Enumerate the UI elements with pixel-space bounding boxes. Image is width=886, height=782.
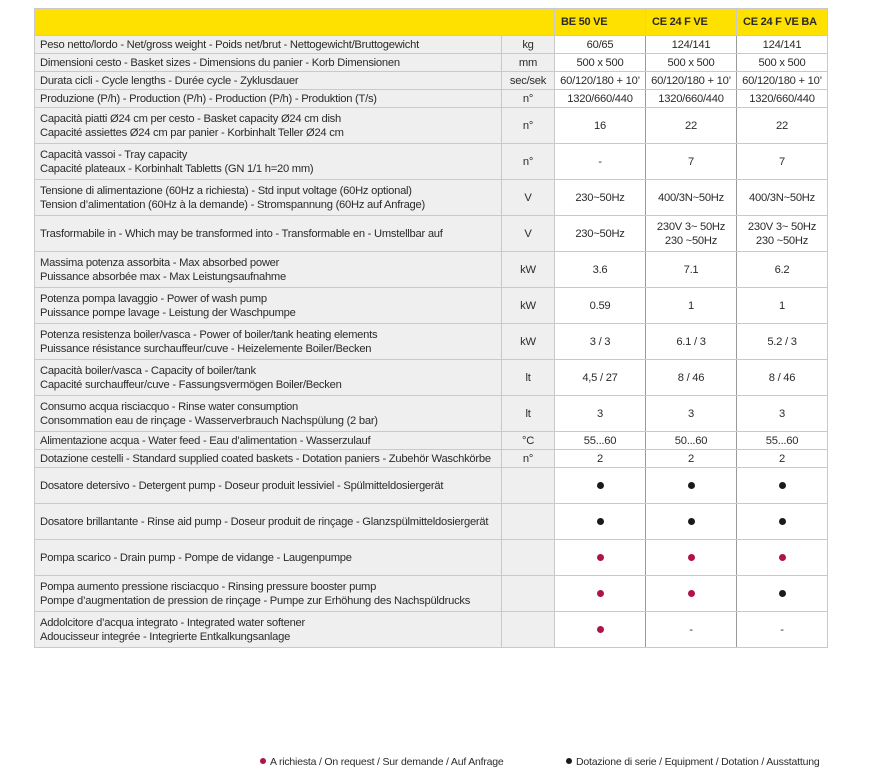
description-line: Capacité plateaux - Korbinhalt Tabletts (GN 1/1 h=20 mm)	[40, 162, 314, 175]
row-description	[35, 108, 502, 144]
table-row	[35, 396, 828, 432]
table-row	[35, 108, 828, 144]
request-dot-icon	[597, 590, 604, 597]
row-unit: V	[502, 180, 555, 216]
description-line: Capacità vassoi - Tray capacity	[40, 148, 188, 161]
value-cell: 4,5 / 27	[555, 360, 646, 396]
value-cell: 400/3N~50Hz	[646, 180, 737, 216]
description-line: Pompa scarico - Drain pump - Pompe de vidange - Laugenpumpe	[40, 551, 352, 564]
standard-equipment-cell	[555, 504, 646, 540]
request-dot-icon	[260, 758, 266, 764]
standard-equipment-cell	[555, 468, 646, 504]
row-description	[35, 540, 502, 576]
row-description	[35, 288, 502, 324]
table-row	[35, 144, 828, 180]
value-cell: 0.59	[555, 288, 646, 324]
row-description	[35, 324, 502, 360]
value-cell: 1	[646, 288, 737, 324]
row-unit: sec/sek	[502, 72, 555, 90]
row-unit: kg	[502, 36, 555, 54]
value-cell: 6.2	[737, 252, 828, 288]
on-request-cell	[555, 576, 646, 612]
request-dot-icon	[688, 590, 695, 597]
value-cell: 2	[555, 450, 646, 468]
legend-on-request	[260, 756, 504, 768]
description-line: Addolcitore d’acqua integrato - Integrated water softener	[40, 616, 305, 629]
row-description	[35, 450, 502, 468]
value-cell: 2	[646, 450, 737, 468]
standard-equipment-cell	[737, 576, 828, 612]
row-description	[35, 612, 502, 648]
value-cell: 8 / 46	[737, 360, 828, 396]
description-line: Durata cicli - Cycle lengths - Durée cycle - Zyklusdauer	[40, 74, 299, 87]
on-request-cell	[646, 576, 737, 612]
description-line: Massima potenza assorbita - Max absorbed power	[40, 256, 280, 269]
value-cell: 124/141	[646, 36, 737, 54]
description-line: Capacità boiler/vasca - Capacity of boiler/tank	[40, 364, 256, 377]
value-cell: 16	[555, 108, 646, 144]
table-row	[35, 180, 828, 216]
value-cell: 50...60	[646, 432, 737, 450]
value-cell: 3.6	[555, 252, 646, 288]
standard-dot-icon	[566, 758, 572, 764]
value-cell: 60/120/180 + 10’	[737, 72, 828, 90]
row-description	[35, 360, 502, 396]
row-description	[35, 54, 502, 72]
header-row	[35, 9, 828, 36]
request-dot-icon	[597, 554, 604, 561]
table-row	[35, 576, 828, 612]
value-cell: 230~50Hz	[555, 216, 646, 252]
row-description	[35, 576, 502, 612]
table-row	[35, 288, 828, 324]
value-cell: 2	[737, 450, 828, 468]
value-line: 230V 3~ 50Hz	[747, 220, 817, 233]
value-cell: 3 / 3	[555, 324, 646, 360]
row-description	[35, 216, 502, 252]
row-description	[35, 504, 502, 540]
row-description	[35, 468, 502, 504]
value-line: 230 ~50Hz	[755, 234, 809, 247]
value-cell: 500 x 500	[646, 54, 737, 72]
model-header-ce24fve: CE 24 F VE	[646, 9, 737, 36]
description-line: Puissance absorbée max - Max Leistungsaufnahme	[40, 270, 286, 283]
description-line: Pompa aumento pressione risciacquo - Rinsing pressure booster pump	[40, 580, 377, 593]
header-corner	[35, 9, 555, 36]
row-unit: mm	[502, 54, 555, 72]
on-request-cell	[737, 540, 828, 576]
standard-equipment-cell	[737, 468, 828, 504]
table-row	[35, 36, 828, 54]
standard-equipment-cell	[646, 468, 737, 504]
on-request-cell	[555, 612, 646, 648]
description-line: Capacité surchauffeur/cuve - Fassungsvermögen Boiler/Becken	[40, 378, 342, 391]
standard-dot-icon	[779, 518, 786, 525]
value-cell: 55...60	[555, 432, 646, 450]
row-description	[35, 252, 502, 288]
description-line: Dosatore detersivo - Detergent pump - Doseur produit lessiviel - Spülmitteldosiergerät	[40, 479, 444, 492]
row-unit: kW	[502, 324, 555, 360]
value-cell: 6.1 / 3	[646, 324, 737, 360]
value-cell: 22	[646, 108, 737, 144]
description-line: Consumo acqua risciacquo - Rinse water consumption	[40, 400, 298, 413]
description-line: Dosatore brillantante - Rinse aid pump - Doseur produit de rinçage - Glanzspülmitteldosiergerät	[40, 515, 489, 528]
row-unit	[502, 468, 555, 504]
value-cell: 5.2 / 3	[737, 324, 828, 360]
row-unit	[502, 504, 555, 540]
table-row	[35, 540, 828, 576]
value-cell: 124/141	[737, 36, 828, 54]
description-line: Potenza resistenza boiler/vasca - Power of boiler/tank heating elements	[40, 328, 378, 341]
row-unit: n°	[502, 450, 555, 468]
value-cell: 500 x 500	[555, 54, 646, 72]
model-header-be50ve: BE 50 VE	[555, 9, 646, 36]
row-unit: V	[502, 216, 555, 252]
spec-table-wrapper	[34, 8, 828, 648]
row-description	[35, 144, 502, 180]
value-cell: 3	[555, 396, 646, 432]
row-unit: °C	[502, 432, 555, 450]
value-cell: 3	[646, 396, 737, 432]
standard-dot-icon	[688, 482, 695, 489]
table-row	[35, 216, 828, 252]
row-unit: lt	[502, 396, 555, 432]
value-cell: 500 x 500	[737, 54, 828, 72]
description-line: Produzione (P/h) - Production (P/h) - Production (P/h) - Produktion (T/s)	[40, 92, 377, 105]
value-cell: 60/120/180 + 10’	[555, 72, 646, 90]
row-unit	[502, 540, 555, 576]
row-unit	[502, 612, 555, 648]
table-row	[35, 360, 828, 396]
row-unit: n°	[502, 108, 555, 144]
row-description	[35, 90, 502, 108]
standard-equipment-cell	[646, 504, 737, 540]
value-cell: 55...60	[737, 432, 828, 450]
row-unit: n°	[502, 144, 555, 180]
value-cell: 8 / 46	[646, 360, 737, 396]
value-cell: 1	[737, 288, 828, 324]
value-cell: -	[555, 144, 646, 180]
legend-standard	[566, 756, 819, 768]
table-row	[35, 504, 828, 540]
row-unit: n°	[502, 90, 555, 108]
description-line: Puissance résistance surchauffeur/cuve - Heizelemente Boiler/Becken	[40, 342, 372, 355]
row-description	[35, 180, 502, 216]
spec-table	[34, 8, 828, 648]
table-row	[35, 612, 828, 648]
value-cell: 400/3N~50Hz	[737, 180, 828, 216]
description-line: Dotazione cestelli - Standard supplied coated baskets - Dotation paniers - Zubehör Waschkörbe	[40, 452, 491, 465]
value-cell: 3	[737, 396, 828, 432]
table-row	[35, 90, 828, 108]
description-line: Consommation eau de rinçage - Wasserverbrauch Nachspülung (2 bar)	[40, 414, 378, 427]
description-line: Potenza pompa lavaggio - Power of wash pump	[40, 292, 267, 305]
standard-dot-icon	[597, 482, 604, 489]
row-description	[35, 36, 502, 54]
table-row	[35, 72, 828, 90]
description-line: Capacité assiettes Ø24 cm par panier - Korbinhalt Teller Ø24 cm	[40, 126, 344, 139]
value-cell: 1320/660/440	[737, 90, 828, 108]
value-cell: -	[737, 612, 828, 648]
row-description	[35, 396, 502, 432]
description-line: Dimensioni cesto - Basket sizes - Dimensions du panier - Korb Dimensionen	[40, 56, 400, 69]
value-cell: 230~50Hz	[555, 180, 646, 216]
description-line: Peso netto/lordo - Net/gross weight - Poids net/brut - Nettogewicht/Bruttogewicht	[40, 38, 419, 51]
on-request-cell	[555, 540, 646, 576]
standard-equipment-cell	[737, 504, 828, 540]
value-cell: 7	[646, 144, 737, 180]
request-dot-icon	[688, 554, 695, 561]
value-cell: 7	[737, 144, 828, 180]
table-row	[35, 432, 828, 450]
description-line: Tension d’alimentation (60Hz à la demande) - Stromspannung (60Hz auf Anfrage)	[40, 198, 425, 211]
value-cell: 7.1	[646, 252, 737, 288]
description-line: Puissance pompe lavage - Leistung der Waschpumpe	[40, 306, 296, 319]
request-dot-icon	[597, 626, 604, 633]
value-cell: 1320/660/440	[646, 90, 737, 108]
standard-dot-icon	[779, 590, 786, 597]
description-line: Alimentazione acqua - Water feed - Eau d’alimentation - Wasserzulauf	[40, 434, 371, 447]
row-description	[35, 432, 502, 450]
legend-standard-text: Dotazione di serie / Equipment / Dotation / Ausstattung	[576, 756, 820, 768]
value-cell: 1320/660/440	[555, 90, 646, 108]
description-line: Capacità piatti Ø24 cm per cesto - Basket capacity Ø24 cm dish	[40, 112, 341, 125]
value-cell: -	[646, 612, 737, 648]
row-unit: lt	[502, 360, 555, 396]
legend-on-request-text: A richiesta / On request / Sur demande / Auf Anfrage	[270, 756, 504, 768]
standard-dot-icon	[597, 518, 604, 525]
description-line: Trasformabile in - Which may be transformed into - Transformable en - Umstellbar auf	[40, 227, 443, 240]
value-cell	[737, 216, 828, 252]
table-row	[35, 54, 828, 72]
row-description	[35, 72, 502, 90]
table-row	[35, 252, 828, 288]
model-header-ce24fveba: CE 24 F VE BA	[737, 9, 828, 36]
table-row	[35, 450, 828, 468]
on-request-cell	[646, 540, 737, 576]
table-row	[35, 468, 828, 504]
value-cell: 22	[737, 108, 828, 144]
value-cell	[646, 216, 737, 252]
value-line: 230 ~50Hz	[664, 234, 718, 247]
standard-dot-icon	[688, 518, 695, 525]
row-unit: kW	[502, 288, 555, 324]
description-line: Adoucisseur integrée - Integrierte Entkalkungsanlage	[40, 630, 291, 643]
value-cell: 60/65	[555, 36, 646, 54]
row-unit	[502, 576, 555, 612]
row-unit: kW	[502, 252, 555, 288]
description-line: Tensione di alimentazione (60Hz a richiesta) - Std input voltage (60Hz optional)	[40, 184, 412, 197]
value-line: 230V 3~ 50Hz	[656, 220, 726, 233]
description-line: Pompe d’augmentation de pression de rinçage - Pumpe zur Erhöhung des Nachspüldrucks	[40, 594, 471, 607]
request-dot-icon	[779, 554, 786, 561]
table-row	[35, 324, 828, 360]
standard-dot-icon	[779, 482, 786, 489]
value-cell: 60/120/180 + 10’	[646, 72, 737, 90]
